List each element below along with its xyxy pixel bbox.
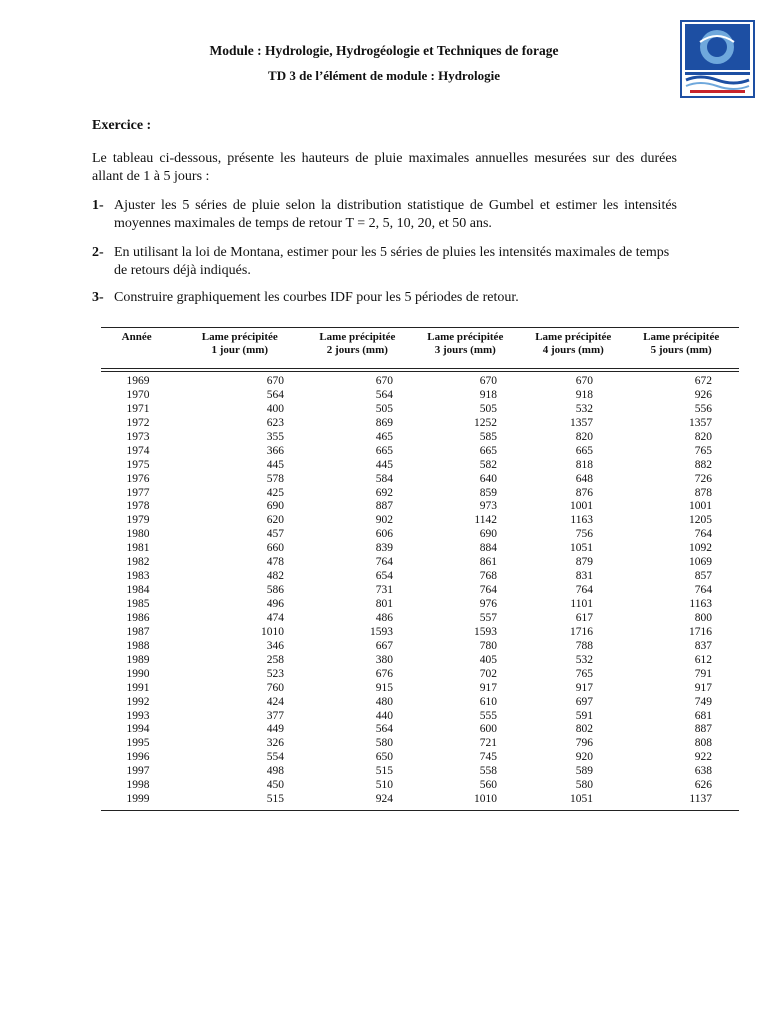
rainfall-cell: 578 (266, 472, 284, 485)
column-header (307, 331, 407, 368)
table-body (101, 372, 739, 807)
rainfall-cell: 1252 (474, 416, 497, 429)
rainfall-cell: 457 (266, 528, 284, 541)
rainfall-cell: 496 (266, 598, 284, 610)
rainfall-cell: 973 (479, 500, 497, 513)
table-row (101, 403, 739, 417)
module-title: Module : Hydrologie, Hydrogéologie et Techniques de forage (209, 43, 559, 58)
year-cell: 1992 (126, 695, 150, 708)
year-cell: 1980 (126, 528, 150, 541)
rainfall-cell: 876 (575, 486, 593, 499)
rainfall-cell: 1357 (570, 416, 593, 429)
rainfall-cell: 648 (575, 472, 593, 485)
rainfall-cell: 780 (479, 639, 497, 652)
rainfall-cell: 690 (266, 500, 284, 513)
rainfall-cell: 768 (479, 570, 497, 583)
rainfall-cell: 1163 (570, 514, 593, 527)
rainfall-cell: 366 (266, 444, 284, 457)
rainfall-cell: 1051 (570, 542, 593, 555)
year-cell: 1969 (126, 375, 150, 387)
rainfall-cell: 532 (575, 653, 593, 666)
rainfall-cell: 1357 (689, 416, 712, 429)
rainfall-cell: 667 (375, 639, 393, 652)
column-header-line: Lame précipitée (201, 331, 278, 343)
table-row (101, 723, 739, 737)
column-header (172, 331, 307, 368)
year-cell: 1999 (126, 793, 150, 806)
rainfall-cell: 480 (375, 695, 393, 708)
rainfall-cell: 670 (266, 375, 284, 387)
rainfall-cell: 922 (694, 751, 712, 764)
column-header-line: 5 jours (mm) (650, 344, 712, 356)
year-cell: 1987 (126, 625, 150, 638)
rainfall-cell: 445 (375, 458, 393, 471)
rainfall-cell: 617 (575, 611, 593, 624)
rainfall-cell: 839 (375, 542, 393, 555)
year-cell: 1970 (126, 388, 150, 401)
rainfall-cell: 917 (694, 681, 712, 694)
column-header-line: Lame précipitée (643, 331, 720, 343)
column-header-line: 3 jours (mm) (434, 344, 496, 356)
column-header (523, 331, 623, 368)
rainfall-cell: 796 (575, 737, 593, 750)
rainfall-cell: 697 (575, 695, 593, 708)
rainfall-cell: 1001 (570, 500, 593, 513)
rainfall-cell: 380 (375, 653, 393, 666)
rainfall-cell: 640 (479, 472, 497, 485)
rainfall-cell: 405 (479, 653, 497, 666)
year-cell: 1973 (126, 430, 150, 443)
rainfall-cell: 690 (479, 528, 497, 541)
rainfall-cell: 523 (266, 667, 284, 680)
table-row (101, 431, 739, 445)
year-cell: 1984 (126, 584, 150, 597)
rainfall-cell: 820 (694, 430, 712, 443)
rainfall-cell: 760 (266, 681, 284, 694)
rainfall-cell: 808 (694, 737, 712, 750)
rainfall-cell: 764 (375, 556, 393, 569)
rainfall-cell: 449 (266, 723, 284, 736)
rainfall-cell: 801 (375, 598, 393, 610)
table-row (101, 682, 739, 696)
rainfall-cell: 820 (575, 430, 593, 443)
rainfall-cell: 564 (266, 388, 284, 401)
rainfall-cell: 756 (575, 528, 593, 541)
rainfall-cell: 1716 (570, 625, 593, 638)
year-cell: 1986 (126, 611, 150, 624)
rainfall-cell: 505 (375, 402, 393, 415)
rainfall-cell: 745 (479, 751, 497, 764)
rainfall-cell: 1069 (689, 556, 712, 569)
task-number: 1- (92, 198, 104, 213)
table-row (101, 514, 739, 528)
year-cell: 1983 (126, 570, 150, 583)
rainfall-cell: 802 (575, 723, 593, 736)
rainfall-cell: 591 (575, 709, 593, 722)
rainfall-cell: 791 (694, 667, 712, 680)
rainfall-cell: 764 (694, 528, 712, 541)
rainfall-cell: 515 (375, 765, 393, 778)
rainfall-cell: 623 (266, 416, 284, 429)
rainfall-cell: 556 (694, 402, 712, 415)
rainfall-cell: 564 (375, 388, 393, 401)
rainfall-cell: 580 (375, 737, 393, 750)
rainfall-cell: 665 (375, 444, 393, 457)
rainfall-cell: 681 (694, 709, 712, 722)
rainfall-cell: 510 (375, 779, 393, 792)
rainfall-cell: 859 (479, 486, 497, 499)
table-row (101, 765, 739, 779)
column-header-line: Lame précipitée (319, 331, 396, 343)
rainfall-cell: 1092 (689, 542, 712, 555)
rainfall-cell: 654 (375, 570, 393, 583)
table-row (101, 626, 739, 640)
rainfall-cell: 650 (375, 751, 393, 764)
rainfall-cell: 676 (375, 667, 393, 680)
task-2 (92, 244, 677, 280)
year-cell: 1990 (126, 667, 150, 680)
table-row (101, 417, 739, 431)
rainfall-cell: 1137 (689, 793, 712, 806)
rainfall-cell: 878 (694, 486, 712, 499)
table-row (101, 584, 739, 598)
rainfall-cell: 692 (375, 486, 393, 499)
rainfall-cell: 764 (575, 584, 593, 597)
rainfall-cell: 346 (266, 639, 284, 652)
rainfall-cell: 672 (694, 375, 712, 387)
task-text: En utilisant la loi de Montana, estimer pour les 5 séries de pluies les intensités maximales de temps de retours déjà indiqués. (114, 245, 670, 278)
rainfall-cell: 558 (479, 765, 497, 778)
table-row (101, 737, 739, 751)
rainfall-cell: 818 (575, 458, 593, 471)
rainfall-cell: 582 (479, 458, 497, 471)
rainfall-cell: 554 (266, 751, 284, 764)
rainfall-cell: 764 (479, 584, 497, 597)
table-row (101, 473, 739, 487)
column-header-line: Lame précipitée (427, 331, 504, 343)
rainfall-cell: 585 (479, 430, 497, 443)
year-cell: 1996 (126, 751, 150, 764)
rainfall-cell: 902 (375, 514, 393, 527)
rainfall-cell: 355 (266, 430, 284, 443)
rainfall-cell: 670 (375, 375, 393, 387)
rainfall-cell: 1142 (474, 514, 497, 527)
rainfall-cell: 887 (694, 723, 712, 736)
table-row (101, 556, 739, 570)
rainfall-cell: 440 (375, 709, 393, 722)
table-header-row (101, 328, 739, 368)
rainfall-cell: 918 (575, 388, 593, 401)
rainfall-cell: 498 (266, 765, 284, 778)
rainfall-cell: 532 (575, 402, 593, 415)
rainfall-cell: 765 (694, 444, 712, 457)
year-cell: 1993 (126, 709, 150, 722)
rainfall-cell: 564 (375, 723, 393, 736)
rainfall-cell: 837 (694, 639, 712, 652)
rainfall-cell: 589 (575, 765, 593, 778)
column-header (101, 331, 172, 368)
year-cell: 1994 (126, 723, 150, 736)
year-cell: 1972 (126, 416, 150, 429)
rainfall-cell: 638 (694, 765, 712, 778)
rainfall-table (101, 327, 739, 811)
rainfall-cell: 749 (694, 695, 712, 708)
rainfall-cell: 918 (479, 388, 497, 401)
rainfall-cell: 560 (479, 779, 497, 792)
year-cell: 1985 (126, 598, 150, 610)
task-3 (92, 289, 677, 307)
rainfall-cell: 915 (375, 681, 393, 694)
table-row (101, 696, 739, 710)
year-cell: 1988 (126, 639, 150, 652)
year-cell: 1997 (126, 765, 150, 778)
rainfall-cell: 879 (575, 556, 593, 569)
rainfall-cell: 765 (575, 667, 593, 680)
rainfall-cell: 450 (266, 779, 284, 792)
rainfall-cell: 976 (479, 598, 497, 610)
year-cell: 1977 (126, 486, 150, 499)
table-row (101, 710, 739, 724)
rainfall-cell: 474 (266, 611, 284, 624)
rainfall-cell: 924 (375, 793, 393, 806)
rainfall-cell: 486 (375, 611, 393, 624)
rainfall-cell: 702 (479, 667, 497, 680)
exercise-title: Exercice : (92, 118, 152, 133)
year-cell: 1998 (126, 779, 150, 792)
rainfall-cell: 425 (266, 486, 284, 499)
year-cell: 1979 (126, 514, 150, 527)
rainfall-cell: 1716 (689, 625, 712, 638)
table-row (101, 487, 739, 501)
rainfall-cell: 920 (575, 751, 593, 764)
rainfall-cell: 1010 (261, 625, 284, 638)
rainfall-cell: 606 (375, 528, 393, 541)
td-title: TD 3 de l’élément de module : Hydrologie (268, 68, 500, 83)
year-cell: 1982 (126, 556, 150, 569)
rainfall-cell: 721 (479, 737, 497, 750)
task-number: 3- (92, 290, 104, 305)
table-row (101, 570, 739, 584)
rainfall-cell: 884 (479, 542, 497, 555)
rainfall-cell: 584 (375, 472, 393, 485)
rainfall-cell: 465 (375, 430, 393, 443)
table-row (101, 668, 739, 682)
table-row (101, 598, 739, 612)
rainfall-cell: 620 (266, 514, 284, 527)
rainfall-cell: 600 (479, 723, 497, 736)
rainfall-cell: 1001 (689, 500, 712, 513)
rainfall-cell: 626 (694, 779, 712, 792)
rainfall-cell: 1593 (474, 625, 497, 638)
rainfall-cell: 1163 (689, 598, 712, 610)
rainfall-cell: 478 (266, 556, 284, 569)
rainfall-cell: 1205 (689, 514, 712, 527)
year-cell: 1981 (126, 542, 150, 555)
year-cell: 1975 (126, 458, 150, 471)
table-row (101, 528, 739, 542)
rainfall-cell: 610 (479, 695, 497, 708)
rainfall-cell: 764 (694, 584, 712, 597)
rainfall-cell: 1010 (474, 793, 497, 806)
column-header-line: 1 jour (mm) (211, 344, 269, 356)
column-header-line: 4 jours (mm) (542, 344, 604, 356)
rainfall-cell: 612 (694, 653, 712, 666)
rainfall-cell: 869 (375, 416, 393, 429)
rainfall-cell: 800 (694, 611, 712, 624)
rainfall-cell: 882 (694, 458, 712, 471)
rainfall-cell: 660 (266, 542, 284, 555)
column-header-line: Lame précipitée (535, 331, 612, 343)
table-row (101, 389, 739, 403)
rainfall-cell: 424 (266, 695, 284, 708)
task-text: Ajuster les 5 séries de pluie selon la distribution statistique de Gumbel et estimer les intensités moyennes maximales de temps de retour T = 2, 5, 10, 20, et 50 ans. (114, 198, 677, 231)
rainfall-cell: 887 (375, 500, 393, 513)
rainfall-cell: 665 (479, 444, 497, 457)
year-cell: 1974 (126, 444, 150, 457)
task-1 (92, 197, 677, 233)
table-row (101, 445, 739, 459)
column-header (623, 331, 739, 368)
rainfall-cell: 400 (266, 402, 284, 415)
column-header-line: Année (121, 331, 152, 343)
rainfall-cell: 505 (479, 402, 497, 415)
rainfall-cell: 926 (694, 388, 712, 401)
table-row (101, 612, 739, 626)
year-cell: 1995 (126, 737, 150, 750)
task-text: Construire graphiquement les courbes IDF pour les 5 périodes de retour. (114, 290, 519, 305)
table-row (101, 375, 739, 389)
rainfall-cell: 665 (575, 444, 593, 457)
table-row (101, 654, 739, 668)
year-cell: 1989 (126, 653, 150, 666)
rainfall-cell: 515 (266, 793, 284, 806)
year-cell: 1991 (126, 681, 150, 694)
table-row (101, 751, 739, 765)
rainfall-cell: 831 (575, 570, 593, 583)
exercise-intro: Le tableau ci-dessous, présente les hauteurs de pluie maximales annuelles mesurées sur des durées allant de 1 à 5 jours : (92, 151, 677, 184)
table-row (101, 459, 739, 473)
year-cell: 1971 (126, 402, 150, 415)
rainfall-cell: 857 (694, 570, 712, 583)
rainfall-cell: 917 (479, 681, 497, 694)
table-row (101, 793, 739, 807)
rainfall-cell: 377 (266, 709, 284, 722)
table-row (101, 640, 739, 654)
column-header-line: 2 jours (mm) (326, 344, 388, 356)
task-number: 2- (92, 245, 104, 260)
rainfall-cell: 670 (575, 375, 593, 387)
university-logo (680, 20, 755, 98)
year-cell: 1976 (126, 472, 150, 485)
rainfall-cell: 586 (266, 584, 284, 597)
rainfall-cell: 917 (575, 681, 593, 694)
rainfall-cell: 670 (479, 375, 497, 387)
rainfall-cell: 731 (375, 584, 393, 597)
column-header (407, 331, 523, 368)
rainfall-cell: 445 (266, 458, 284, 471)
rainfall-cell: 726 (694, 472, 712, 485)
rainfall-cell: 557 (479, 611, 497, 624)
year-cell: 1978 (126, 500, 150, 513)
table-row (101, 779, 739, 793)
rainfall-cell: 555 (479, 709, 497, 722)
table-row (101, 542, 739, 556)
rainfall-cell: 258 (266, 653, 284, 666)
rainfall-cell: 1051 (570, 793, 593, 806)
rainfall-cell: 1101 (570, 598, 593, 610)
rainfall-cell: 580 (575, 779, 593, 792)
rainfall-cell: 788 (575, 639, 593, 652)
rainfall-cell: 326 (266, 737, 284, 750)
table-row (101, 500, 739, 514)
rainfall-cell: 861 (479, 556, 497, 569)
rainfall-cell: 1593 (370, 625, 393, 638)
rainfall-cell: 482 (266, 570, 284, 583)
